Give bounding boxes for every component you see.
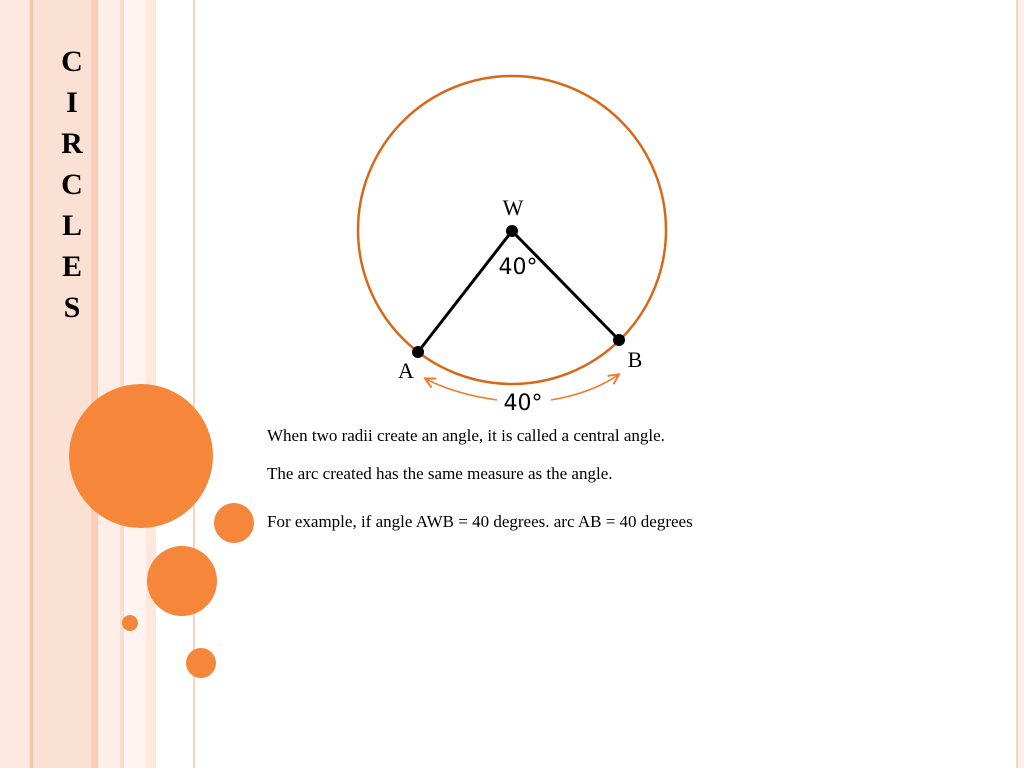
title-letter-e: E	[61, 250, 82, 283]
text-line-arc-measure: The arc created has the same measure as the angle.	[267, 464, 613, 483]
decor-circle-tiny	[122, 615, 138, 631]
title-letter-c1: C	[61, 45, 83, 78]
title-letter-i: I	[66, 86, 78, 119]
central-angle-label: 40°	[498, 255, 538, 280]
point-w	[506, 225, 518, 237]
label-a: A	[398, 358, 414, 383]
decor-circle-medium	[214, 503, 254, 543]
title-letter-l: L	[61, 209, 82, 242]
title-letter-c2: C	[61, 168, 83, 201]
point-a	[412, 346, 424, 358]
arc-measure-label: 40°	[503, 391, 543, 416]
arc-arrow-right	[551, 375, 618, 400]
decor-circle-mid	[147, 546, 217, 616]
decor-circle-large	[69, 384, 213, 528]
point-b	[613, 334, 625, 346]
radius-wb	[512, 231, 619, 340]
radius-wa	[418, 231, 512, 352]
label-w: W	[502, 195, 524, 220]
text-line-example: For example, if angle AWB = 40 degrees. arc AB = 40 degrees	[267, 512, 693, 531]
title-letter-s: S	[63, 291, 81, 324]
label-b: B	[627, 347, 643, 372]
text-line-central-angle: When two radii create an angle, it is called a central angle.	[267, 426, 665, 445]
title-letter-r: R	[61, 127, 83, 160]
decor-circle-small	[186, 648, 216, 678]
